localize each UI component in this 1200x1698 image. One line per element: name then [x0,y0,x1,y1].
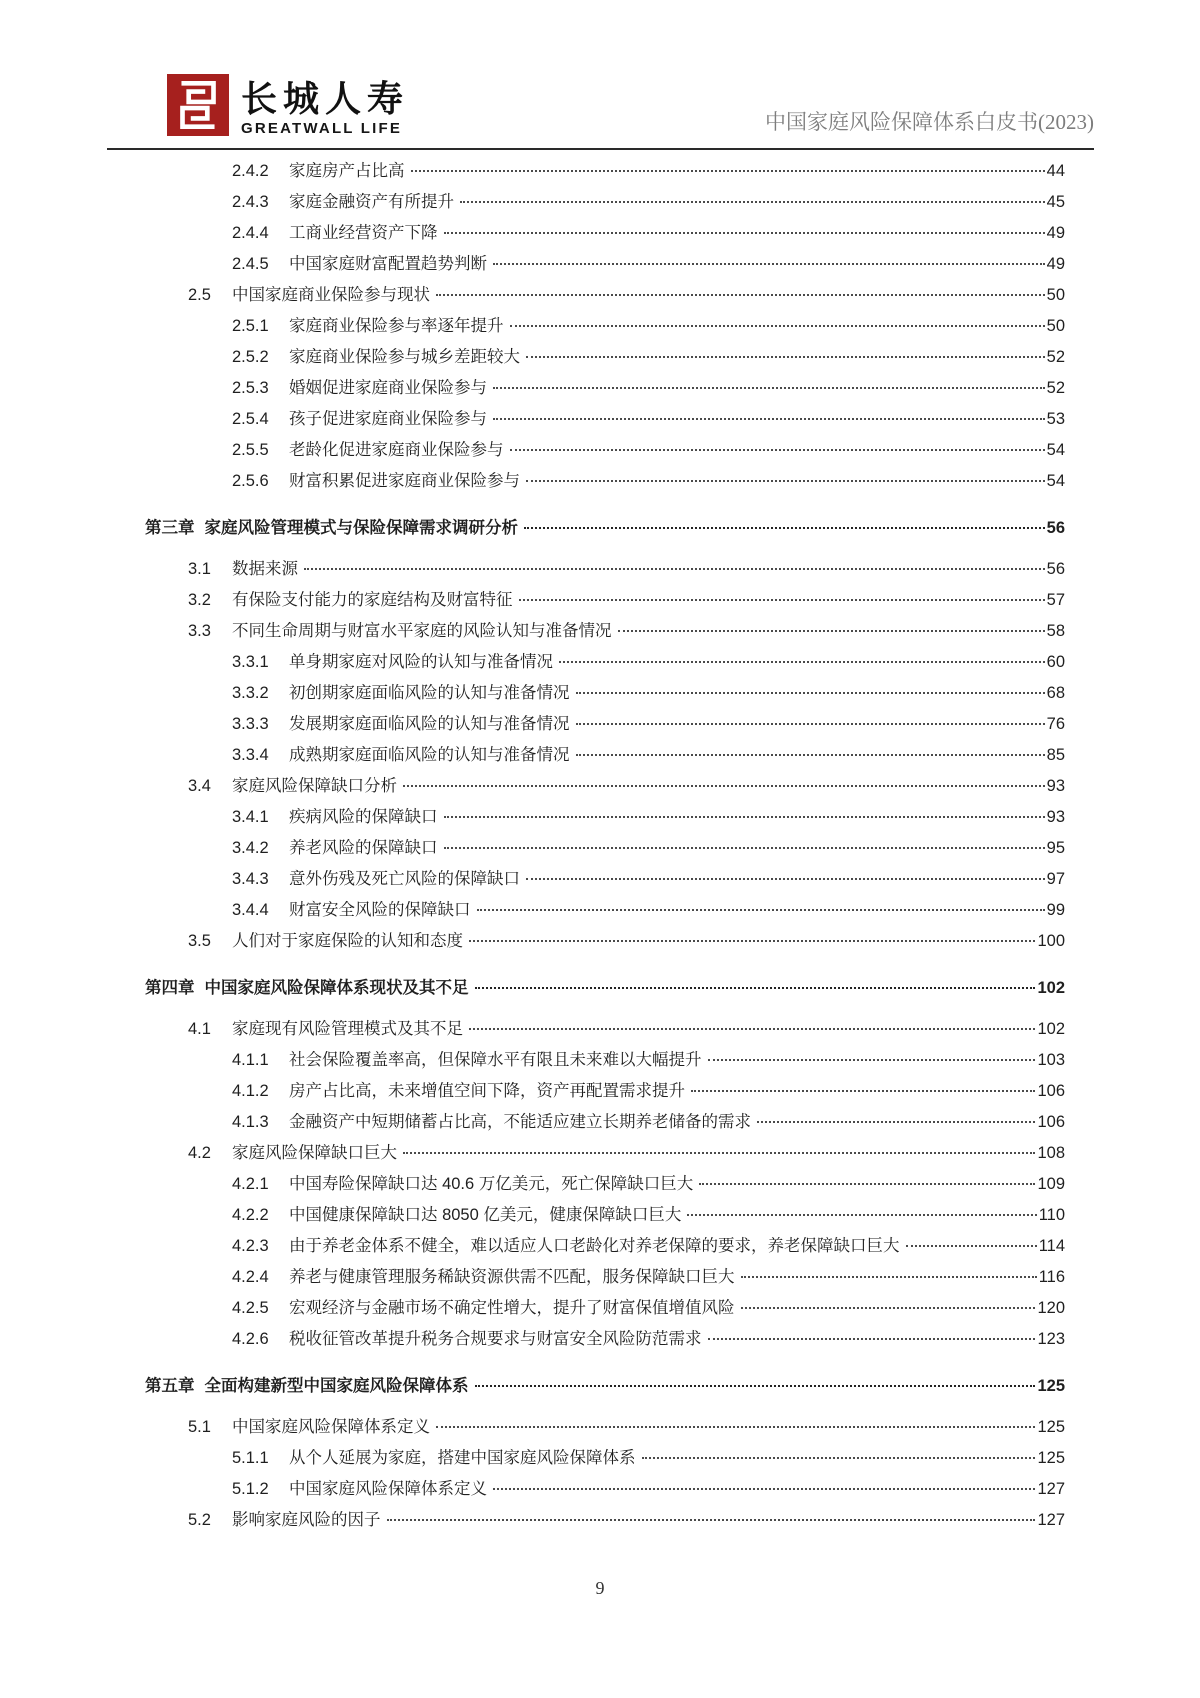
toc-entry-page: 108 [1037,1144,1065,1162]
toc-entry-page: 100 [1037,932,1065,950]
toc-leader-dots [708,1059,1036,1061]
toc-entry-number: 3.5 [188,932,211,950]
page-number: 9 [595,1578,605,1598]
toc-leader-dots [460,201,1045,203]
toc-leader-dots [444,816,1045,818]
toc-entry-page: 85 [1046,746,1065,764]
toc-entry-title: 意外伤残及死亡风险的保障缺口 [289,870,520,888]
toc-entry-page: 125 [1037,1377,1065,1395]
toc-entry-number: 3.4 [188,777,211,795]
toc-entry-title: 家庭金融资产有所提升 [289,193,454,211]
toc-entry-title: 数据来源 [232,560,298,578]
toc-entry-number: 5.1 [188,1418,211,1436]
toc-entry[interactable] [145,404,1065,435]
toc-entry[interactable] [145,1200,1065,1231]
toc-entry-title: 成熟期家庭面临风险的认知与准备情况 [289,746,570,764]
greatwall-life-logo [167,74,409,148]
toc-entry-number: 2.4.3 [232,193,269,211]
toc-entry-title: 财富积累促进家庭商业保险参与 [289,472,520,490]
toc-entry-title: 家庭房产占比高 [289,162,405,180]
toc-entry[interactable] [145,1045,1065,1076]
toc-entry-number: 4.2 [188,1144,211,1162]
toc-entry-title: 家庭商业保险参与率逐年提升 [289,317,504,335]
toc-entry[interactable] [145,771,1065,802]
toc-entry-number: 2.4.5 [232,255,269,273]
toc-leader-dots [576,723,1045,725]
toc-entry-title: 有保险支付能力的家庭结构及财富特征 [232,591,513,609]
toc-chapter-entry[interactable] [145,1371,1065,1402]
toc-entry-page: 50 [1046,286,1065,304]
toc-entry-page: 45 [1046,193,1065,211]
toc-entry[interactable] [145,864,1065,895]
toc-entry-title: 由于养老金体系不健全，难以适应人口老龄化对养老保障的要求，养老保障缺口巨大 [289,1237,900,1255]
toc-entry-number: 第四章 [145,979,195,997]
toc-entry-number: 3.3.4 [232,746,269,764]
toc-entry-title: 工商业经营资产下降 [289,224,438,242]
toc-entry-number: 2.5.3 [232,379,269,397]
toc-entry-title: 从个人延展为家庭，搭建中国家庭风险保障体系 [289,1449,636,1467]
toc-entry-number: 3.3 [188,622,211,640]
toc-entry-page: 56 [1046,560,1065,578]
toc-entry[interactable] [145,1505,1065,1536]
toc-entry-page: 106 [1037,1082,1065,1100]
toc-entry-title: 宏观经济与金融市场不确定性增大，提升了财富保值增值风险 [289,1299,735,1317]
toc-leader-dots [493,1488,1035,1490]
toc-entry-page: 127 [1037,1480,1065,1498]
toc-entry-number: 4.1.3 [232,1113,269,1131]
toc-entry-title: 疾病风险的保障缺口 [289,808,438,826]
toc-entry[interactable] [145,709,1065,740]
toc-entry-title: 财富安全风险的保障缺口 [289,901,471,919]
toc-entry-page: 49 [1046,224,1065,242]
toc-entry-title: 中国家庭财富配置趋势判断 [289,255,487,273]
toc-entry-number: 第三章 [145,519,195,537]
toc-entry[interactable] [145,342,1065,373]
toc-entry-title: 中国健康保障缺口达 8050 亿美元，健康保障缺口巨大 [289,1206,682,1224]
toc-entry-page: 68 [1046,684,1065,702]
toc-leader-dots [403,785,1045,787]
toc-entry[interactable] [145,1443,1065,1474]
toc-entry-title: 初创期家庭面临风险的认知与准备情况 [289,684,570,702]
toc-entry-title: 金融资产中短期储蓄占比高，不能适应建立长期养老储备的需求 [289,1113,751,1131]
toc-leader-dots [559,661,1045,663]
toc-entry-page: 57 [1046,591,1065,609]
toc-entry-page: 52 [1046,348,1065,366]
toc-entry[interactable] [145,280,1065,311]
toc-leader-dots [469,1028,1035,1030]
toc-entry-title: 家庭风险保障缺口巨大 [232,1144,397,1162]
toc-entry-number: 3.3.2 [232,684,269,702]
toc-entry-page: 56 [1046,519,1065,537]
toc-leader-dots [469,940,1035,942]
toc-leader-dots [411,170,1045,172]
toc-leader-dots [493,263,1045,265]
toc-entry-title: 中国家庭商业保险参与现状 [232,286,430,304]
toc-entry-title: 婚姻促进家庭商业保险参与 [289,379,487,397]
toc-entry-title: 中国家庭风险保障体系定义 [232,1418,430,1436]
toc-entry-number: 5.1.2 [232,1480,269,1498]
toc-entry-title: 单身期家庭对风险的认知与准备情况 [289,653,553,671]
toc-leader-dots [699,1183,1035,1185]
toc-leader-dots [526,878,1045,880]
toc-entry-number: 4.2.5 [232,1299,269,1317]
toc-entry-title: 家庭风险管理模式与保险保障需求调研分析 [204,519,518,537]
toc-entry-title: 老龄化促进家庭商业保险参与 [289,441,504,459]
toc-entry-number: 4.2.3 [232,1237,269,1255]
toc-leader-dots [741,1276,1037,1278]
toc-leader-dots [444,232,1045,234]
toc-entry-page: 102 [1037,1020,1065,1038]
toc-entry-title: 人们对于家庭保险的认知和态度 [232,932,463,950]
toc-entry-page: 106 [1037,1113,1065,1131]
toc-leader-dots [757,1121,1035,1123]
toc-leader-dots [304,568,1045,570]
toc-entry-number: 3.3.1 [232,653,269,671]
toc-entry[interactable] [145,895,1065,926]
toc-leader-dots [387,1519,1036,1521]
toc-leader-dots [519,599,1045,601]
toc-entry-number: 2.5 [188,286,211,304]
toc-entry-title: 孩子促进家庭商业保险参与 [289,410,487,428]
toc-entry[interactable] [145,187,1065,218]
toc-entry-number: 2.5.4 [232,410,269,428]
toc-entry[interactable] [145,218,1065,249]
toc-entry-page: 58 [1046,622,1065,640]
toc-entry-page: 120 [1037,1299,1065,1317]
toc-leader-dots [524,527,1045,529]
toc-entry-page: 102 [1037,979,1065,997]
toc-leader-dots [691,1090,1035,1092]
toc-entry-number: 3.4.4 [232,901,269,919]
toc-leader-dots [436,1426,1035,1428]
toc-entry-title: 房产占比高，未来增值空间下降，资产再配置需求提升 [289,1082,685,1100]
toc-entry[interactable] [145,311,1065,342]
toc-entry-page: 54 [1046,441,1065,459]
toc-entry-page: 127 [1037,1511,1065,1529]
toc-leader-dots [475,1385,1036,1387]
toc-entry[interactable] [145,926,1065,957]
toc-entry-number: 4.2.4 [232,1268,269,1286]
toc-entry-number: 4.1.1 [232,1051,269,1069]
toc-leader-dots [444,847,1045,849]
toc-entry[interactable] [145,1324,1065,1355]
toc-entry-page: 60 [1046,653,1065,671]
toc-entry-title: 税收征管改革提升税务合规要求与财富安全风险防范需求 [289,1330,702,1348]
toc-entry-number: 4.2.6 [232,1330,269,1348]
toc-entry[interactable] [145,1412,1065,1443]
toc-entry[interactable] [145,156,1065,187]
toc-leader-dots [493,387,1045,389]
toc-leader-dots [708,1338,1036,1340]
toc-chapter-entry[interactable] [145,513,1065,544]
toc-leader-dots [526,480,1045,482]
toc-entry-title: 中国家庭风险保障体系现状及其不足 [204,979,469,997]
toc-entry[interactable] [145,647,1065,678]
toc-entry[interactable] [145,616,1065,647]
toc-entry-number: 3.2 [188,591,211,609]
toc-entry[interactable] [145,1262,1065,1293]
toc-entry[interactable] [145,802,1065,833]
page-header [107,64,1094,150]
toc-leader-dots [618,630,1045,632]
toc-entry-title: 中国寿险保障缺口达 40.6 万亿美元，死亡保障缺口巨大 [289,1175,694,1193]
toc-entry-title: 中国家庭风险保障体系定义 [289,1480,487,1498]
toc-entry[interactable] [145,1474,1065,1505]
toc-entry-number: 3.1 [188,560,211,578]
toc-leader-dots [403,1152,1035,1154]
toc-entry-number: 3.4.3 [232,870,269,888]
toc-entry[interactable] [145,1138,1065,1169]
toc-entry[interactable] [145,373,1065,404]
toc-entry[interactable] [145,678,1065,709]
toc-entry-page: 125 [1037,1418,1065,1436]
toc-chapter-entry[interactable] [145,973,1065,1004]
toc-entry-page: 125 [1037,1449,1065,1467]
toc-entry[interactable] [145,554,1065,585]
document-title: 中国家庭风险保障体系白皮书(2023) [765,110,1094,134]
toc-entry-title: 家庭现有风险管理模式及其不足 [232,1020,463,1038]
toc-entry-page: 103 [1037,1051,1065,1069]
toc-leader-dots [906,1245,1037,1247]
toc-leader-dots [475,987,1036,989]
toc-entry-page: 97 [1046,870,1065,888]
toc-entry[interactable] [145,1293,1065,1324]
toc-entry-page: 95 [1046,839,1065,857]
toc-leader-dots [510,449,1045,451]
toc-entry-number: 2.5.2 [232,348,269,366]
toc-leader-dots [477,909,1045,911]
toc-entry-number: 第五章 [145,1377,195,1395]
toc-leader-dots [576,692,1045,694]
toc-entry-number: 2.5.5 [232,441,269,459]
logo-text [241,81,409,136]
toc-entry-number: 2.4.4 [232,224,269,242]
toc-entry-number: 3.3.3 [232,715,269,733]
toc-entry-title: 发展期家庭面临风险的认知与准备情况 [289,715,570,733]
toc-entry-number: 2.5.6 [232,472,269,490]
toc-entry-page: 44 [1046,162,1065,180]
toc-entry-number: 5.2 [188,1511,211,1529]
toc-leader-dots [687,1214,1036,1216]
toc-entry-page: 123 [1037,1330,1065,1348]
toc-leader-dots [436,294,1045,296]
toc-entry[interactable] [145,833,1065,864]
toc-entry[interactable] [145,1231,1065,1262]
toc-entry-number: 2.5.1 [232,317,269,335]
toc-entry-title: 全面构建新型中国家庭风险保障体系 [204,1377,469,1395]
toc-entry-number: 3.4.2 [232,839,269,857]
greatwall-seal-icon [167,74,229,136]
toc-entry-page: 49 [1046,255,1065,273]
toc-entry-page: 76 [1046,715,1065,733]
toc-entry[interactable] [145,585,1065,616]
toc-entry-title: 社会保险覆盖率高，但保障水平有限且未来难以大幅提升 [289,1051,702,1069]
toc-leader-dots [642,1457,1036,1459]
toc-entry-page: 110 [1038,1206,1065,1224]
toc-entry-number: 3.4.1 [232,808,269,826]
toc-entry-page: 114 [1038,1237,1065,1255]
logo-chinese-name: 长城人寿 [241,79,410,119]
toc-entry-number: 4.1.2 [232,1082,269,1100]
toc-entry-number: 4.1 [188,1020,211,1038]
toc-entry-title: 不同生命周期与财富水平家庭的风险认知与准备情况 [232,622,612,640]
toc-entry-page: 52 [1046,379,1065,397]
toc-entry-page: 93 [1046,777,1065,795]
toc-leader-dots [493,418,1045,420]
toc-entry-number: 5.1.1 [232,1449,269,1467]
toc-entry[interactable] [145,1076,1065,1107]
toc-leader-dots [576,754,1045,756]
toc-entry[interactable] [145,1169,1065,1200]
page-footer [0,1578,1200,1599]
toc-entry[interactable] [145,1107,1065,1138]
toc-leader-dots [741,1307,1036,1309]
toc-entry[interactable] [145,1014,1065,1045]
toc-entry-title: 影响家庭风险的因子 [232,1511,381,1529]
toc-entry-number: 4.2.2 [232,1206,269,1224]
toc-entry-page: 99 [1046,901,1065,919]
toc-entry-page: 109 [1037,1175,1065,1193]
toc-entry[interactable] [145,740,1065,771]
toc-entry-title: 家庭风险保障缺口分析 [232,777,397,795]
toc-entry-title: 养老风险的保障缺口 [289,839,438,857]
toc-entry[interactable] [145,435,1065,466]
table-of-contents [145,156,1065,1536]
toc-entry-page: 116 [1038,1268,1065,1286]
toc-entry-number: 2.4.2 [232,162,269,180]
toc-entry-title: 家庭商业保险参与城乡差距较大 [289,348,520,366]
toc-entry-title: 养老与健康管理服务稀缺资源供需不匹配，服务保障缺口巨大 [289,1268,735,1286]
toc-entry-page: 54 [1046,472,1065,490]
toc-entry[interactable] [145,249,1065,280]
toc-entry-number: 4.2.1 [232,1175,269,1193]
toc-leader-dots [526,356,1045,358]
toc-leader-dots [510,325,1045,327]
toc-entry[interactable] [145,466,1065,497]
toc-entry-page: 53 [1046,410,1065,428]
logo-english-name: GREATWALL LIFE [241,120,403,137]
toc-entry-page: 50 [1046,317,1065,335]
toc-entry-page: 93 [1046,808,1065,826]
